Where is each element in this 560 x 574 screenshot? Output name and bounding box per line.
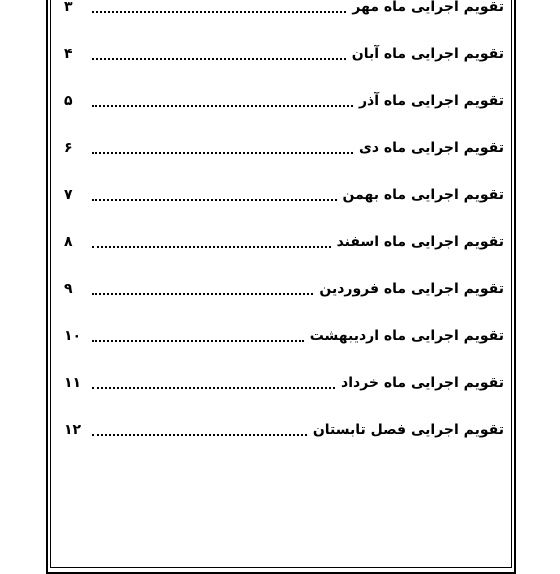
toc-dot-leader — [92, 387, 335, 389]
toc-page-number: ۸ — [64, 234, 73, 250]
toc-dot-leader — [92, 340, 304, 342]
toc-entry[interactable] — [64, 41, 504, 67]
toc-page-number: ۱۰ — [64, 328, 82, 344]
toc-entry[interactable] — [64, 0, 504, 20]
toc-entry[interactable] — [64, 323, 504, 349]
toc-entry-title: تقویم اجرایی ماه مهر — [352, 0, 504, 15]
toc-dot-leader — [92, 58, 346, 60]
toc-entry-title: تقویم اجرایی فصل تابستان — [312, 422, 504, 438]
toc-entry-title: تقویم اجرایی ماه فروردین — [319, 281, 504, 297]
toc-dot-leader — [92, 293, 313, 295]
toc-dot-leader — [92, 199, 337, 201]
toc-entry-title: تقویم اجرایی ماه خرداد — [341, 375, 504, 391]
toc-page-number: ۱۱ — [64, 375, 82, 391]
toc-dot-leader — [92, 105, 353, 107]
toc-entry-title: تقویم اجرایی ماه آذر — [358, 93, 504, 109]
toc-page-number: ۵ — [64, 93, 73, 109]
toc-entry[interactable] — [64, 370, 504, 396]
toc-entry-title: تقویم اجرایی ماه اردیبهشت — [309, 328, 504, 344]
toc-entry[interactable] — [64, 276, 504, 302]
toc-entry[interactable] — [64, 135, 504, 161]
toc-entry[interactable] — [64, 417, 504, 443]
toc-entry-title: تقویم اجرایی ماه آبان — [351, 46, 504, 62]
toc-dot-leader — [92, 246, 331, 248]
toc-dot-leader — [92, 152, 353, 154]
toc-page-number: ۳ — [64, 0, 73, 15]
toc-entry-title: تقویم اجرایی ماه اسفند — [336, 234, 504, 250]
toc-page-number: ۱۲ — [64, 422, 82, 438]
toc-dot-leader — [92, 434, 307, 436]
toc-entry[interactable] — [64, 182, 504, 208]
toc-entry[interactable] — [64, 229, 504, 255]
toc-page-number: ۴ — [64, 46, 73, 62]
toc-dot-leader — [92, 11, 346, 13]
toc-entry[interactable] — [64, 88, 504, 114]
toc-entry-title: تقویم اجرایی ماه بهمن — [342, 187, 504, 203]
toc-page-number: ۶ — [64, 140, 73, 156]
toc-page-number: ۹ — [64, 281, 73, 297]
toc-entry-title: تقویم اجرایی ماه دی — [359, 140, 504, 156]
toc-page-number: ۷ — [64, 187, 73, 203]
